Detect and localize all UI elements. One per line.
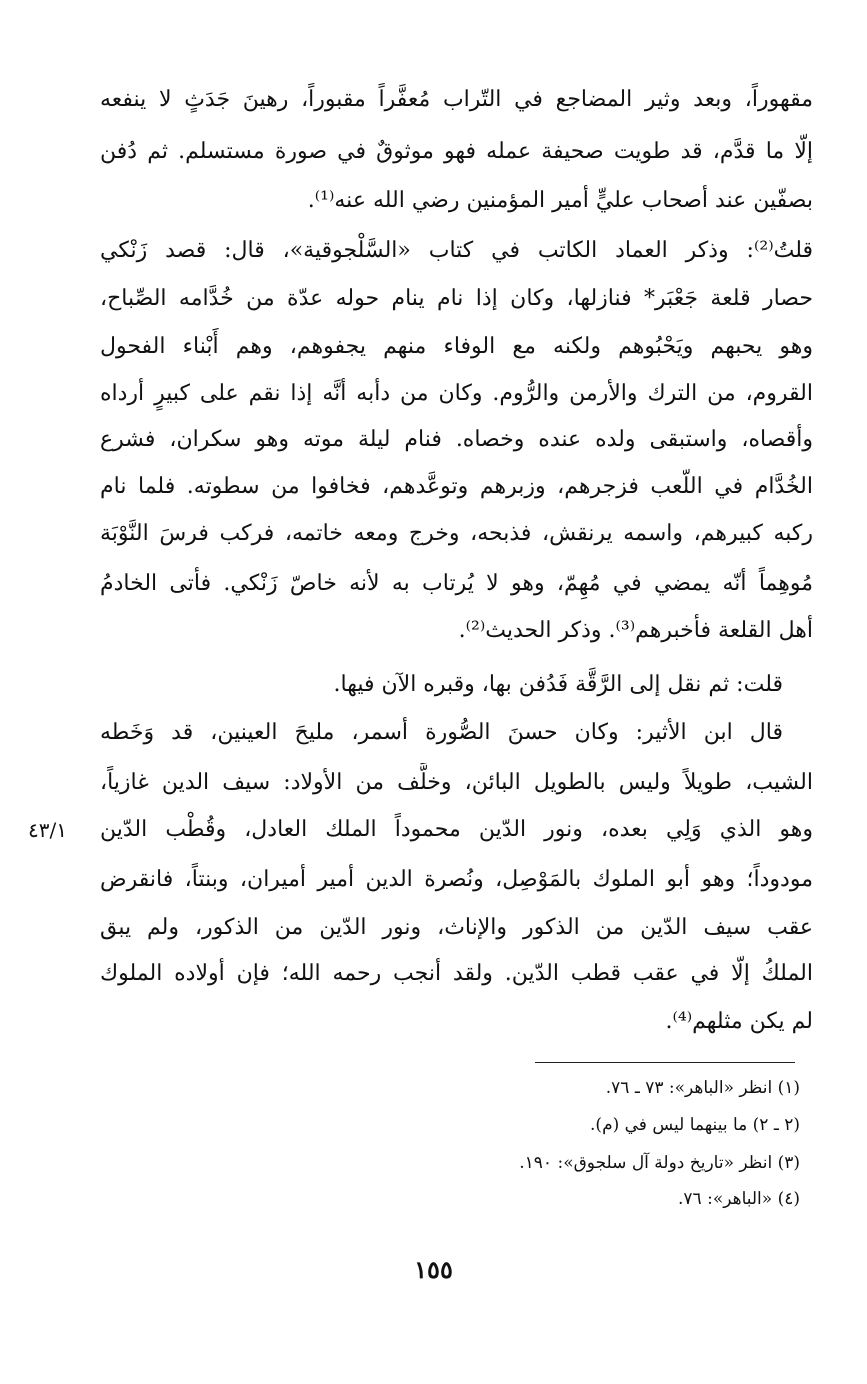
text-line-15: الشيب، طويلاً وليس بالطويل البائن، وخلَّف من الأولاد: سيف الدين غازياً،: [100, 770, 813, 795]
text-line-18: عقب سيف الدّين من الذكور والإناث، ونور الدّين من الذكور، ولم يبق: [100, 915, 813, 940]
text-line-13: قلت: ثم نقل إلى الرَّقَّة فَدُفن بها، وقبره الآن فيها.: [333, 672, 783, 697]
text-line-17: مودوداً؛ وهو أبو الملوك بالمَوْصِل، ونُصرة الدين أمير أميران، وبنتاً، فانقرض: [100, 867, 813, 892]
text-line-2: إلّا ما قدَّم، قد طويت صحيفة عمله فهو موثوقٌ في صورة مستسلم. ثم دُفن: [100, 139, 813, 164]
text-line-6: وهو يحبهم ويَحْبُوهم ولكنه مع الوفاء منهم يجفوهم، وهم أَبْناء الفحول: [100, 334, 813, 359]
footnote-separator: [535, 1062, 795, 1063]
footnote-4: (٤) «الباهر»: ٧٦.: [678, 1189, 800, 1209]
text-line-7: القروم، من الترك والأرمن والرُّوم. وكان من دأبه أنَّه إذا نقم على كبيرٍ أرداه: [100, 381, 813, 406]
footnote-2: (٢ ـ ٢) ما بينهما ليس في (م).: [590, 1115, 800, 1135]
footnote-1: (١) انظر «الباهر»: ٧٣ ـ ٧٦.: [605, 1078, 800, 1098]
page-number: ١٥٥: [414, 1255, 453, 1284]
text-line-19: الملكُ إلّا في عقب قطب الدّين. ولقد أنجب رحمه الله؛ فإن أولاده الملوك: [100, 961, 813, 986]
text-line-16: وهو الذي وَلِي بعده، ونور الدّين محموداً الملك العادل، وقُطْب الدّين: [100, 817, 813, 842]
text-line-8: وأقصاه، واستبقى ولده عنده وخصاه. فنام ليلة موته وهو سكران، فشرع: [100, 427, 813, 452]
text-line-11: مُوهِماً أنّه يمضي في مُهِمّ، وهو لا يُرتاب به لأنه خاصّ زَنْكي. فأتى الخادمُ: [100, 571, 813, 596]
text-line-14: قال ابن الأثير: وكان حسنَ الصُّورة أسمر، مليحَ العينين، قد وَخَطه: [100, 720, 783, 745]
footnote-3: (٣) انظر «تاريخ دولة آل سلجوق»: ١٩٠.: [519, 1153, 800, 1173]
margin-reference: ٤٣/١: [28, 818, 67, 842]
text-line-4: قلتُ⁽²⁾: وذكر العماد الكاتب في كتاب «السَّلْجوقية»، قال: قصد زَنْكي: [100, 238, 813, 263]
text-line-3: بصفّين عند أصحاب عليٍّ أمير المؤمنين رضي الله عنه⁽¹⁾.: [307, 188, 813, 213]
text-line-10: ركبه كبيرهم، واسمه يرنقش، فذبحه، وخرج ومعه خاتمه، فركب فرسَ النَّوْبَة: [100, 521, 813, 546]
text-line-9: الخُدَّام في اللّعب فزجرهم، وزبرهم وتوعَّدهم، فخافوا من سطوته. فلما نام: [100, 474, 813, 499]
text-line-1: مقهوراً، وبعد وثير المضاجع في التّراب مُعفَّراً مقبوراً، رهينَ جَدَثٍ لا ينفعه: [100, 87, 813, 112]
text-line-5: حصار قلعة جَعْبَر* فنازلها، وكان إذا نام ينام حوله عدّة من خُدَّامه الصِّباح،: [100, 286, 813, 311]
text-line-12: أهل القلعة فأخبرهم⁽³⁾. وذكر الحديث⁽²⁾.: [458, 618, 813, 643]
text-line-20: لم يكن مثلهم⁽⁴⁾.: [665, 1009, 813, 1034]
